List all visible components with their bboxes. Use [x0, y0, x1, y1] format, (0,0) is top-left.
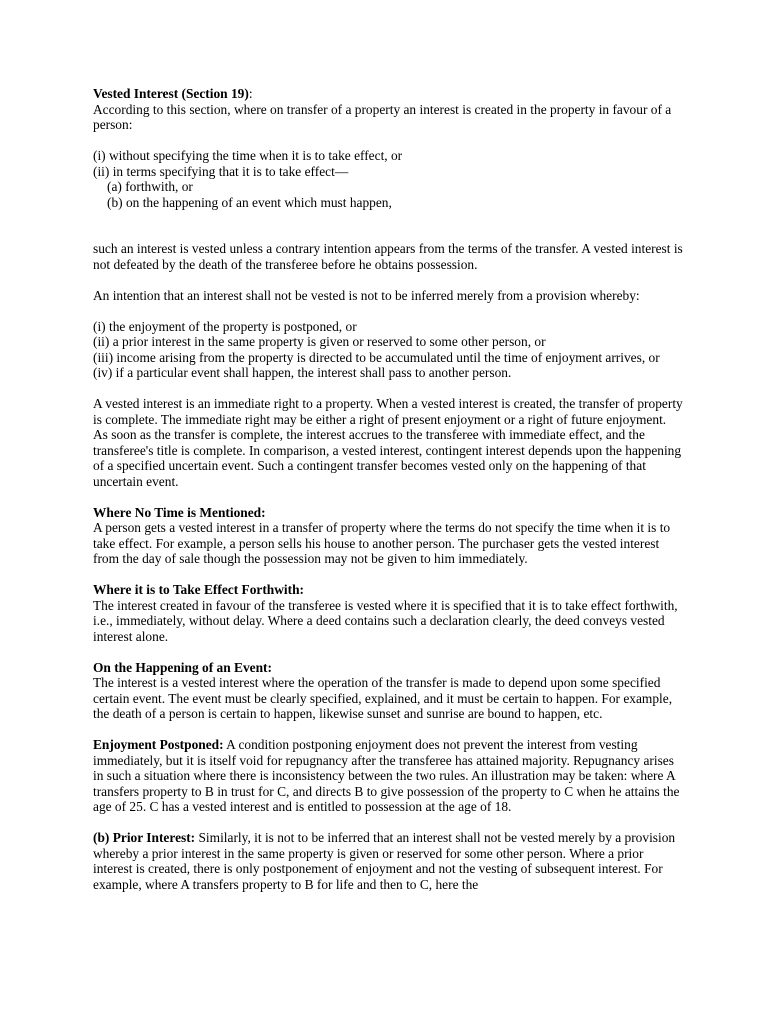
spacer [93, 489, 683, 505]
spacer [93, 272, 683, 288]
vested-subitem-b: (b) on the happening of an event which must happen, [107, 194, 392, 210]
spacer [93, 722, 683, 738]
prior-interest-text: Similarly, it is not to be inferred that an interest shall not be vested merely by a provision whereby a prior interest in the same property is given or reserved for some other person. Where a prior interest is created, there is only postponement of enjoyment and not the vesting of subsequent interest. For example, where A transfers property to B for life and then to C, here the [93, 830, 676, 892]
no-time-heading: Where No Time is Mentioned: [93, 504, 266, 520]
vested-item-2: (ii) in terms specifying that it is to take effect— [93, 163, 349, 179]
no-time-paragraph: A person gets a vested interest in a transfer of property where the terms do not specify the time when it is to take effect. For example, a person sells his house to another person. The purchaser gets the vested interest from the day of sale though the possession may not be given to him immediately. [93, 520, 671, 566]
prior-interest-paragraph [93, 830, 683, 892]
postponed-heading: Enjoyment Postponed: [93, 737, 224, 752]
vested-interest-intro: According to this section, where on transfer of a property an interest is created in the property in favour of a person: [93, 101, 672, 132]
forthwith-heading: Where it is to Take Effect Forthwith: [93, 582, 304, 597]
vested-subitem-a: (a) forthwith, or [107, 179, 193, 194]
spacer [93, 133, 683, 149]
spacer [93, 303, 683, 319]
vested-interest-heading-colon: : [248, 86, 253, 101]
intention-item-1: (i) the enjoyment of the property is postponed, or [93, 318, 357, 334]
forthwith-paragraph: The interest created in favour of the transferee is vested where it is specified that it is to take effect forthwith, i.e., immediately, without delay. Where a deed contains such a declaration clearly, the deed conveys vested interest alone. [93, 597, 678, 644]
forthwith-heading-line [93, 582, 683, 598]
vested-item-1: (i) without specifying the time when it is to take effect, or [93, 148, 403, 163]
spacer [93, 815, 683, 831]
event-heading: On the Happening of an Event: [93, 659, 272, 675]
spacer [93, 210, 683, 226]
no-time-heading-line [93, 505, 683, 521]
postponed-paragraph [93, 737, 683, 815]
intention-intro: An intention that an interest shall not be vested is not to be inferred merely from a provision whereby: [93, 287, 640, 303]
spacer [93, 226, 683, 242]
intention-item-4: (iv) if a particular event shall happen, the interest shall pass to another person. [93, 365, 512, 380]
intention-item-3: (iii) income arising from the property is directed to be accumulated until the time of enjoyment arrives, or [93, 349, 660, 365]
vested-interest-heading: Vested Interest (Section 19) [93, 86, 249, 101]
spacer [93, 644, 683, 660]
explanation-paragraph: A vested interest is an immediate right to a property. When a vested interest is created, the transfer of property is complete. The immediate right may be either a right of present enjoyment or a right of future enjoyment. As soon as the transfer is complete, the interest accrues to the transferee with immediate effect, and the transferee's title is complete. In comparison, a vested interest, contingent interest depends upon the happening of a specified uncertain event. Such a contingent transfer becomes vested only on the happening of that uncertain event. [93, 396, 683, 489]
event-paragraph: The interest is a vested interest where the operation of the transfer is made to depend upon some specified certain event. The event must be clearly specified, explained, and it must be certain to happen. For example, the death of a person is certain to happen, likewise sunset and sunrise are bound to happen, etc. [93, 675, 673, 721]
vested-conclusion: such an interest is vested unless a contrary intention appears from the terms of the transfer. A vested interest is not defeated by the death of the transferee before he obtains possession. [93, 241, 683, 272]
prior-interest-heading: (b) Prior Interest: [93, 830, 196, 845]
spacer [93, 567, 683, 583]
event-heading-line [93, 660, 683, 676]
intention-item-2: (ii) a prior interest in the same property is given or reserved to some other person, or [93, 334, 546, 349]
vested-interest-heading-line [93, 86, 683, 102]
postponed-text: A condition postponing enjoyment does not prevent the interest from vesting immediately, but it is itself void for repugnancy after the transferee has attained majority. Repugnancy arises in such a situation where there is inconsistency between the two rules. An illustration may be taken: where A transfers property to B in trust for C, and directs B to give possession of the property to C when he attains the age of 25. C has a vested interest and is entitled to possession at the age of 18. [93, 737, 680, 814]
spacer [93, 381, 683, 397]
document-page [93, 86, 683, 892]
